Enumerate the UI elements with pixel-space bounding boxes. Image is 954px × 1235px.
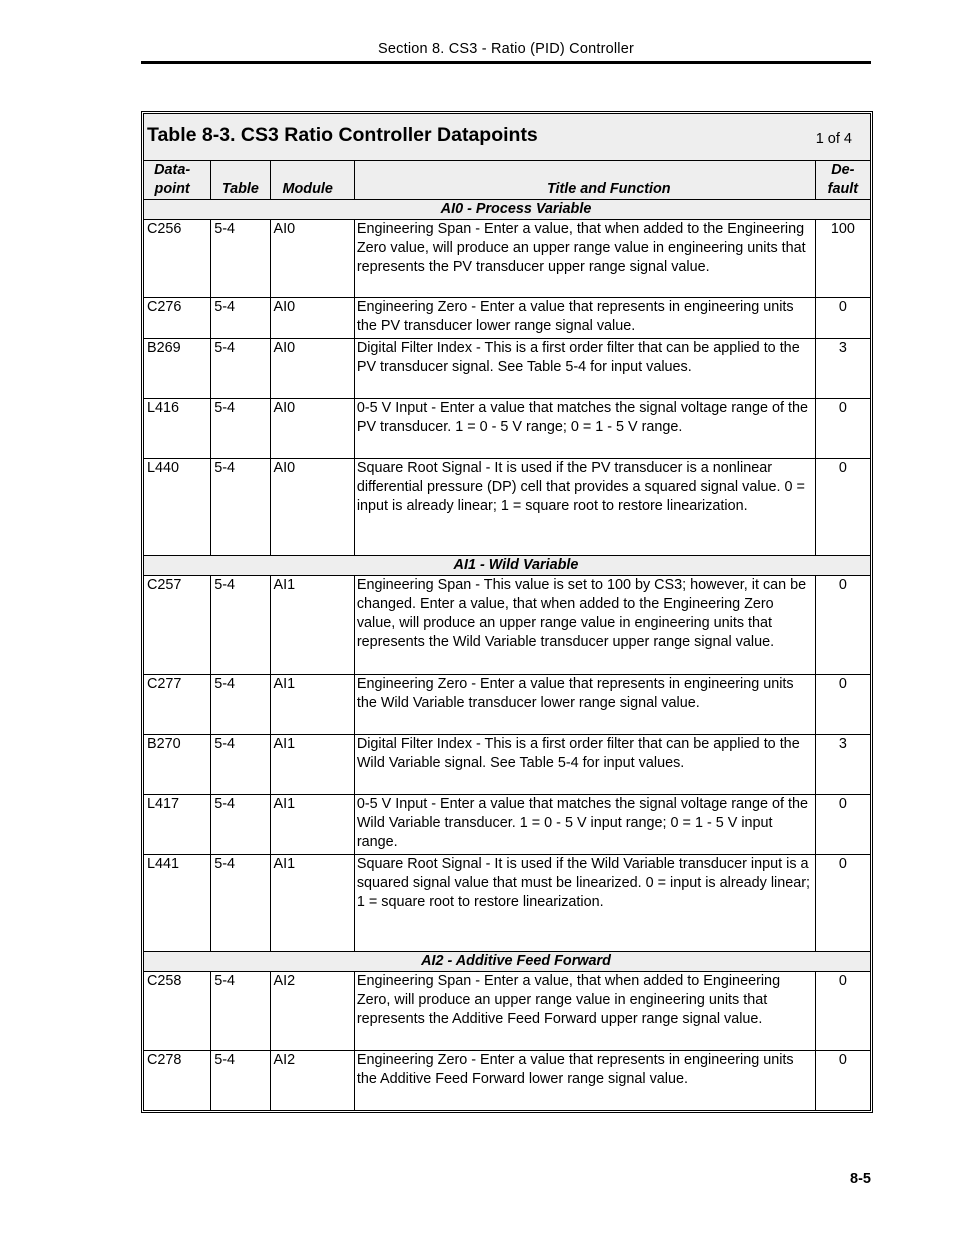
cell-datapoint: C276 [144,298,211,339]
cell-datapoint: L416 [144,399,211,459]
cell-title-function: Engineering Span - Enter a value, that when added to the Engineering Zero value, will produce an upper range value in engineering units that represents the PV transducer upper range signal value. [354,220,815,298]
cell-default: 0 [815,459,870,556]
cell-default: 3 [815,339,870,399]
cell-module: AI1 [270,735,354,795]
cell-datapoint: B270 [144,735,211,795]
table-row [144,220,871,298]
col-header-default-line1: De- [831,162,855,178]
cell-title-function: Digital Filter Index - This is a first order filter that can be applied to the Wild Variable signal. See Table 5-4 for input values. [354,735,815,795]
cell-title-function: 0-5 V Input - Enter a value that matches the signal voltage range of the Wild Variable transducer. 1 = 0 - 5 V input range; 0 = 1 - 5 V input range. [354,795,815,855]
section-title: AI0 - Process Variable [144,200,871,220]
cell-table: 5-4 [211,298,270,339]
cell-module: AI0 [270,298,354,339]
cell-default: 0 [815,675,870,735]
cell-title-function: 0-5 V Input - Enter a value that matches the signal voltage range of the PV transducer. 1 = 0 - 5 V range; 0 = 1 - 5 V range. [354,399,815,459]
section-header-row [144,200,871,220]
cell-title-function: Square Root Signal - It is used if the PV transducer is a nonlinear differential pressure (DP) cell that provides a squared signal value. 0 = input is already linear; 1 = square root to restore linearization. [354,459,815,556]
cell-default: 0 [815,298,870,339]
cell-default: 3 [815,735,870,795]
section-header-row [144,556,871,576]
cell-title-function: Engineering Zero - Enter a value that represents in engineering units the PV transducer lower range signal value. [354,298,815,339]
cell-table: 5-4 [211,220,270,298]
section-title: AI1 - Wild Variable [144,556,871,576]
cell-module: AI0 [270,220,354,298]
datapoints-table-frame [141,111,873,1113]
cell-title-function: Square Root Signal - It is used if the Wild Variable transducer input is a squared signal value that must be linearized. 0 = input is already linear; 1 = square root to restore linearization. [354,855,815,952]
cell-datapoint: L441 [144,855,211,952]
cell-module: AI1 [270,855,354,952]
table-row [144,795,871,855]
table-row [144,298,871,339]
cell-table: 5-4 [211,795,270,855]
cell-title-function: Engineering Span - This value is set to 100 by CS3; however, it can be changed. Enter a value, that when added to the Engineering Zero value, will produce an upper range value in engineering units that represents the Wild Variable transducer upper range signal value. [354,576,815,675]
cell-module: AI1 [270,675,354,735]
header-rule [141,61,871,64]
column-header-row [144,161,871,200]
table-row [144,675,871,735]
section-header-row [144,952,871,972]
table-page-indicator: 1 of 4 [815,130,852,147]
cell-table: 5-4 [211,855,270,952]
cell-default: 0 [815,576,870,675]
cell-title-function: Engineering Zero - Enter a value that represents in engineering units the Wild Variable transducer lower range signal value. [354,675,815,735]
table-title: Table 8-3. CS3 Ratio Controller Datapoints [147,123,538,146]
col-header-datapoint-line1: Data- [154,162,191,178]
cell-datapoint: L440 [144,459,211,556]
cell-title-function: Digital Filter Index - This is a first order filter that can be applied to the PV transducer signal. See Table 5-4 for input values. [354,339,815,399]
col-header-table: Table [211,161,270,200]
cell-default: 0 [815,399,870,459]
table-row [144,399,871,459]
cell-default: 0 [815,972,870,1051]
table-row [144,855,871,952]
table-row [144,1051,871,1111]
col-header-datapoint-line2: point [154,181,190,197]
cell-table: 5-4 [211,339,270,399]
cell-datapoint: C257 [144,576,211,675]
col-header-title-function: Title and Function [354,161,815,200]
col-header-default-line2: fault [827,181,859,197]
cell-datapoint: C256 [144,220,211,298]
cell-table: 5-4 [211,675,270,735]
cell-table: 5-4 [211,576,270,675]
page-number: 8-5 [850,1171,871,1187]
cell-datapoint: C277 [144,675,211,735]
cell-module: AI0 [270,399,354,459]
cell-default: 100 [815,220,870,298]
cell-default: 0 [815,795,870,855]
running-head: Section 8. CS3 - Ratio (PID) Controller [378,41,634,57]
table-row [144,459,871,556]
table-row [144,339,871,399]
table-row [144,576,871,675]
cell-module: AI2 [270,1051,354,1111]
cell-module: AI0 [270,339,354,399]
col-header-default [815,161,870,200]
datapoints-table [143,113,871,1111]
cell-title-function: Engineering Zero - Enter a value that represents in engineering units the Additive Feed Forward lower range signal value. [354,1051,815,1111]
table-title-row [144,114,871,161]
cell-datapoint: L417 [144,795,211,855]
cell-module: AI1 [270,576,354,675]
table-row [144,735,871,795]
cell-default: 0 [815,1051,870,1111]
cell-module: AI0 [270,459,354,556]
cell-title-function: Engineering Span - Enter a value, that when added to Engineering Zero, will produce an upper range value in engineering units that represents the Additive Feed Forward upper range signal value. [354,972,815,1051]
col-header-datapoint [144,161,211,200]
cell-default: 0 [815,855,870,952]
cell-table: 5-4 [211,399,270,459]
cell-table: 5-4 [211,459,270,556]
cell-datapoint: C258 [144,972,211,1051]
cell-datapoint: B269 [144,339,211,399]
col-header-module: Module [270,161,354,200]
cell-table: 5-4 [211,1051,270,1111]
cell-module: AI2 [270,972,354,1051]
table-row [144,972,871,1051]
cell-datapoint: C278 [144,1051,211,1111]
section-title: AI2 - Additive Feed Forward [144,952,871,972]
cell-table: 5-4 [211,972,270,1051]
cell-module: AI1 [270,795,354,855]
cell-table: 5-4 [211,735,270,795]
